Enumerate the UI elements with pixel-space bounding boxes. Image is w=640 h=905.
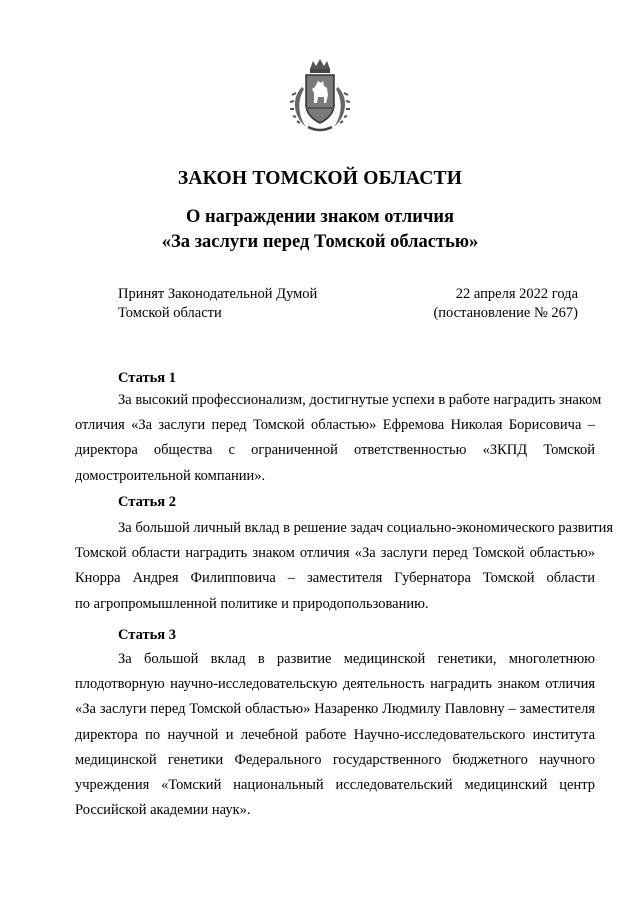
- resolution-number: (постановление № 267): [433, 305, 578, 321]
- adopted-by-line-2: Томской области: [118, 305, 222, 321]
- article-2-text: [75, 516, 614, 617]
- text-line: Томской области наградить знаком отличия «За заслуги перед Томской областью»: [75, 545, 595, 562]
- text-line: по агропромышленной политике и природопользованию.: [75, 595, 429, 612]
- text-line: плодотворную научно-исследовательскую деятельность наградить знаком отличия: [75, 676, 595, 693]
- text-line: «За заслуги перед Томской областью» Назаренко Людмилу Павловну – заместителя: [75, 701, 595, 718]
- adoption-date: 22 апреля 2022 года: [455, 286, 578, 302]
- article-2-heading: Статья 2: [118, 494, 176, 510]
- article-3-text: [75, 647, 595, 823]
- article-1-text: [75, 388, 602, 489]
- text-line: За высокий профессионализм, достигнутые успехи в работе наградить знаком: [118, 392, 602, 408]
- text-line: учреждения «Томский национальный исследовательский медицинский центр: [75, 777, 595, 794]
- text-line: отличия «За заслуги перед Томской областью» Ефремова Николая Борисовича –: [75, 417, 595, 434]
- adopted-by-line-1: Принят Законодательной Думой: [118, 286, 318, 302]
- article-3-heading: Статья 3: [118, 627, 176, 643]
- text-line: домостроительной компании».: [75, 467, 266, 484]
- law-title: ЗАКОН ТОМСКОЙ ОБЛАСТИ: [177, 168, 463, 189]
- text-line: директора общества с ограниченной ответственностью «ЗКПД Томской: [75, 442, 595, 459]
- adoption-date-block: [433, 285, 578, 323]
- law-subtitle-line-1: О награждении знаком отличия: [185, 207, 455, 227]
- text-line: Российской академии наук».: [75, 802, 251, 819]
- adopted-by-block: [118, 285, 317, 323]
- law-subtitle-line-2: «За заслуги перед Томской областью»: [161, 232, 479, 252]
- article-1-heading: Статья 1: [118, 370, 176, 386]
- tomsk-region-coat-of-arms-icon: [288, 57, 352, 133]
- text-line: медицинской генетики Федерального государственного бюджетного научного: [75, 751, 595, 768]
- text-line: За большой личный вклад в решение задач социально-экономического развития: [118, 520, 614, 536]
- text-line: За большой вклад в развитие медицинской генетики, многолетнюю: [118, 651, 595, 667]
- text-line: директора по научной и лечебной работе Научно-исследовательского института: [75, 726, 595, 743]
- text-line: Кнорра Андрея Филипповича – заместителя Губернатора Томской области: [75, 570, 595, 587]
